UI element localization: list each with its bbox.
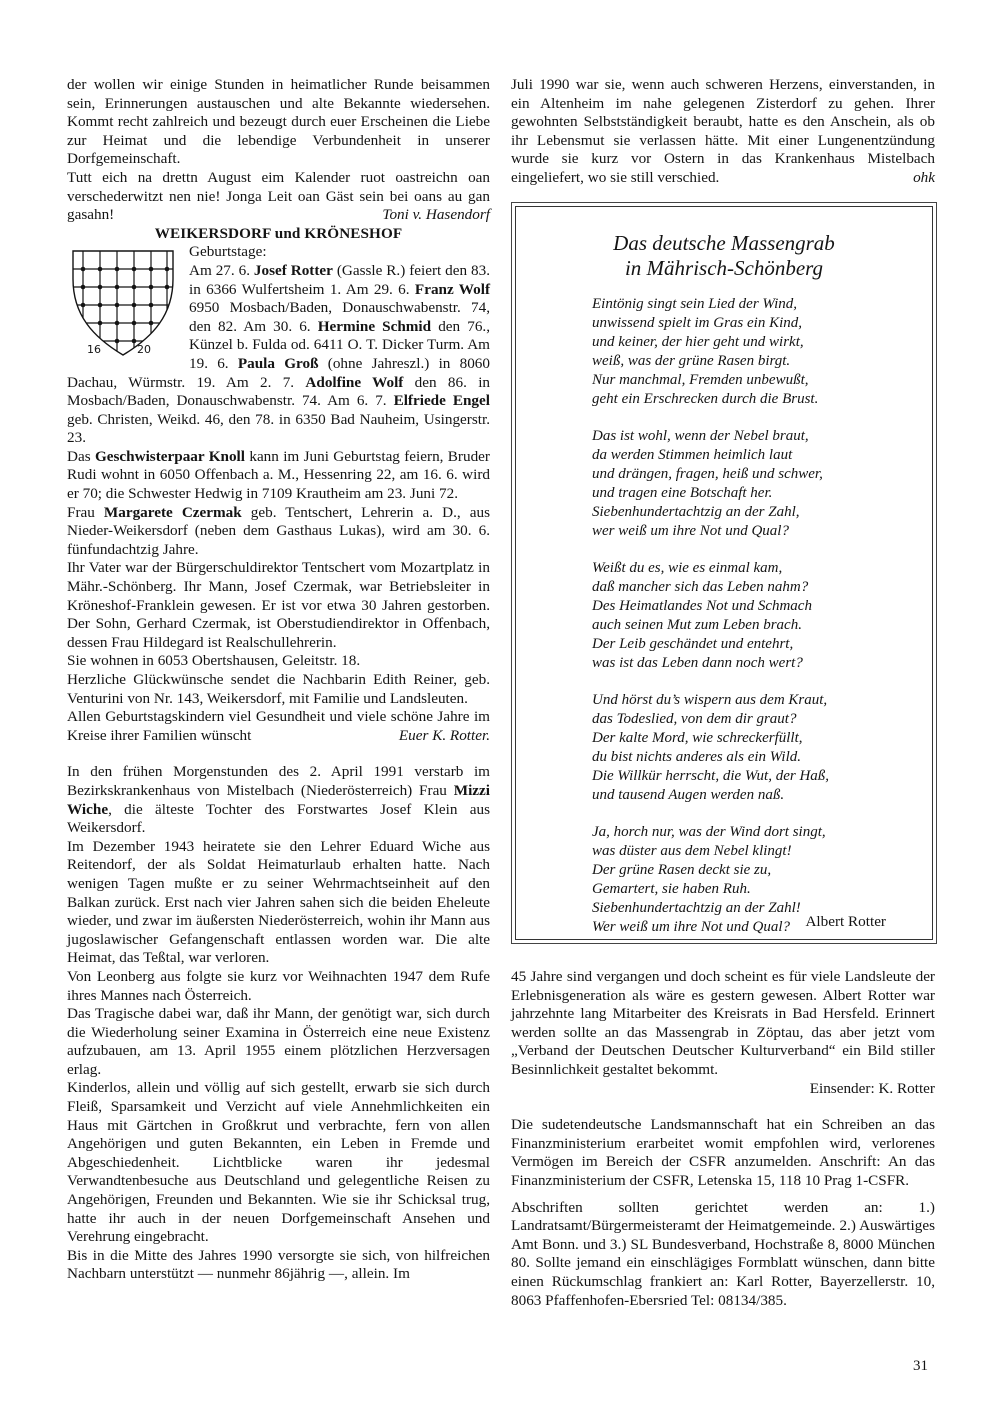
tragic-paragraph: Das Tragische dabei war, daß ihr Mann, der genötigt war, sich durch die Wiederholung seiner Examina in Österreich eine neue Existenz aufzubauen, am 13. April 1955 einem plötzlichen Herzversagen erlag. [67, 1005, 490, 1078]
landsmannschaft-paragraph: Die sudetendeutsche Landsmannschaft hat ein Schreiben an das Finanzministerium erarbeitet womit empfohlen wird, verlorenes Vermögen im Bereich der CSFR anzumelden. Anschrift: An das Finanzministerium der CSFR, Letenska 15, 118 10 Prag 1-CSFR. [511, 1116, 935, 1189]
address-paragraph: Sie wohnen in 6053 Obertshausen, Geleitstr. 18. [67, 652, 361, 670]
person-name: Geschwisterpaar Knoll [94, 447, 245, 465]
arms-year-left: 16 [87, 343, 101, 357]
left-column [67, 76, 490, 1284]
greetings-paragraph: Herzliche Glückwünsche sendet die Nachbarin Edith Reiner, geb. Venturini von Nr. 143, Weikersdorf, mit Familie und Landsleuten. [67, 671, 490, 707]
intro-paragraph: der wollen wir einige Stunden in heimatlicher Runde beisammen sein, Erinnerungen austauschen und alte Bekannte wiedersehen. Kommt recht zahlreich und bezeugt durch euer Erscheinen die Liebe zur Heimat und die lebendige Verbundenheit in unserer Dorfgemeinschaft. [67, 76, 490, 168]
years-paragraph: 45 Jahre sind vergangen und doch scheint es für viele Landsleute der Erlebnisgeneration als wäre es gestern gewesen. Albert Rotter war jahrzehnte lang Mitarbeiter des Kreisrats in Bad Hersfeld. Erinnert werden sollte an das Massengrab in Zöptau, das aber jetzt vom „Verband der Deutschen Deutscher Kulturverband“ ein Bild stiller Besinnlichkeit gestaltet bekommt. [511, 968, 935, 1078]
birthdays-label: Geburtstage: [189, 243, 267, 261]
dialect-signature: Toni v. Hasendorf [382, 206, 490, 224]
until-paragraph: Bis in die Mitte des Jahres 1990 versorgte sie sich, von hilfreichen Nachbarn unterstützt — nunmehr 86jährig —, allein. Im [67, 1246, 490, 1283]
coat-of-arms [67, 245, 179, 357]
poem-title: Das deutsche Massengrab in Mährisch-Schönberg [613, 231, 835, 280]
wishes-signature: Euer K. Rotter. [398, 726, 490, 744]
person-name: Elfriede Engel [393, 392, 490, 410]
poem-stanza: Weißt du es, wie es einmal kam, daß mancher sich das Leben nahm? Des Heimatlandes Not und Schmach auch seinen Mut zum Leben brach. Der Leib geschändet und entehrt, was ist das Leben dann noch wert? [592, 560, 812, 671]
shield-lattice-icon [67, 245, 179, 357]
poem-box-inner-border [515, 206, 933, 940]
dialect-paragraph [67, 169, 490, 225]
person-name: Hermine Schmid [317, 317, 432, 335]
text-segment: Am 27. 6. [189, 261, 254, 279]
spacer [511, 1191, 935, 1199]
dialect-text: Tutt eich na drettn August eim Kalender ruot oastreichn oan verschederwitzt nen nie! Jonga Leit oan Gäst sein bei oans au gan gasahn! [67, 168, 490, 224]
childless-paragraph: Kinderlos, allein und völlig auf sich gestellt, erwarb sie sich durch Fleiß, Sparsamkeit und Verzicht auf viele Annehmlichkeiten ein Haus mit Gärtchen in Großkrut und verbrachte, fern von allen Angehörigen und guten Bekannten, ein Leben in Fremde und Abgeschiedenheit. Lichtblicke waren ihr jedesmal Verwandtenbesuche aus Deutschland und gelegentliche Reisen zu Angehörigen, Freunden und Bekannten. Wie sie ihr Schicksal trug, hatte ihr auch in der neuen Dorfgemeinschaft Ansehen und Verehrung eingebracht. [67, 1079, 490, 1246]
arms-year-right: 20 [137, 343, 151, 357]
text-segment: geb. Christen, Weikd. 46, den 78. in 6350 Bad Nauheim, Usingerstr. 23. [67, 410, 490, 447]
poem-author: Albert Rotter [805, 913, 886, 930]
person-name: Franz Wolf [414, 280, 491, 298]
right-column-bottom [511, 968, 935, 1310]
years-signature: Einsender: K. Rotter [809, 1079, 935, 1097]
spacer [67, 745, 490, 763]
poem-stanza: Ja, horch nur, was der Wind dort singt, was düster aus dem Nebel klingt! Der grüne Rasen deckt sie zu, Gemartert, sie haben Ruh. Siebenhundertachtzig an der Zahl! Wer weiß um ihre Not und Qual? [592, 824, 826, 935]
obituary-paragraph: In den frühen Morgenstunden des 2. April 1991 verstarb im Bezirkskrankenhaus von Mistelbach (Niederösterreich) Frau Mizzi Wiche, die älteste Tochter des Forstwartes Josef Klein aus Weikersdorf. [67, 763, 490, 837]
wishes-paragraph: Allen Geburtstagskindern viel Gesundheit und viele schöne Jahre im Kreise ihrer Familien wünscht Euer K. Rotter. [67, 708, 490, 744]
person-name: Josef Rotter [253, 261, 333, 279]
page-number: 31 [913, 1358, 928, 1374]
father-paragraph: Ihr Vater war der Bürgerschuldirektor Tentschert vom Mozartplatz in Mähr.-Schönberg. Ihr Mann, Josef Czermak, war Betriebsleiter in Kröneshof-Franklein gewesen. Er ist vor etwa 30 Jahren gestorben. Der Sohn, Gerhard Czermak, ist Oberstudiendirektor in Offenbach, dessen Frau Hildegard ist Realschullehrerin. [67, 559, 490, 651]
knoll-paragraph: Das Geschwisterpaar Knoll kann im Juni Geburtstag feiern, Bruder Rudi wohnt in 6050 Offenbach a. M., Hessenring 22, am 16. 6. wird er 70; die Schwester Hedwig in 7109 Krautheim am 23. Juni 72. [67, 447, 490, 503]
person-name: Adolfine Wolf [305, 373, 404, 391]
section-heading: WEIKERSDORF und KRÖNESHOF [154, 224, 403, 242]
continuation-paragraph: Juli 1990 war sie, wenn auch schweren Herzens, einverstanden, in ein Altenheim im nahe gelegenen Zisterdorf zu gehen. Ihrer gewohnten Selbstständigkeit beraubt, hatte es den Anschein, als ob ihr Lebensmut sie verlassen hätte. Mit einer Lungenentzündung wurde sie kurz vor Ostern in das Krankenhaus Mistelbach eingeliefert, wo sie still verschied. ohk [511, 76, 935, 186]
continuation-signature: ohk [913, 168, 935, 186]
text-segment: (ohne Jahreszl.) in 8060 Dachau, Würmstr. 19. Am 2. 7. [67, 354, 490, 391]
person-name: Margarete Czermak [103, 503, 242, 521]
text-segment: (Gassle R.) feiert den 83. in 6366 Wulfertsheim 1. Am 29. 6. [189, 261, 490, 298]
poem-stanza: Und hörst du’s wispern aus dem Kraut, das Todeslied, von dem dir graut? Der kalte Mord, wie schreckerfüllt, du bist nichts anderes als ein Wild. Die Willkür herrscht, die Wut, der Haß, und tausend Augen werden naß. [592, 692, 830, 803]
poem-stanza: Das ist wohl, wenn der Nebel braut, da werden Stimmen heimlich laut und drängen, fragen, heiß und schwer, und tragen eine Botschaft her. Siebenhundertachtzig an der Zahl, wer weiß um ihre Not und Qual? [592, 428, 823, 539]
spacer [511, 1098, 935, 1116]
text-segment: 6950 Mosbach/Baden, Donauschwabenstr. 74, den 82. Am 30. 6. [189, 299, 490, 335]
marriage-paragraph: Im Dezember 1943 heiratete sie den Lehrer Eduard Wiche aus Reitendorf, der als Soldat Heimaturlaub erhalten hatte. Nach wenigen Tagen mußte er zu seiner Wehrmachtseinheit auf den Balkan zurück. Erst nach vier Jahren sahen sich die beiden Eheleute wieder, und zwar im äußersten Niederösterreich, wohin ihr Mann aus jugoslawischer Gefangenschaft entlassen worden war. Die alte Heimat, das Teßtal, war verloren. [67, 837, 490, 967]
person-name: Paula Groß [237, 354, 319, 372]
text-segment: den 76., Künzel b. Fulda od. 6411 O. T. Dicker Turm. Am 19. 6. [189, 317, 491, 372]
poem-body [592, 295, 892, 955]
copies-paragraph: Abschriften sollten gerichtet werden an: 1.) Landratsamt/Bürgermeisteramt der Heimatgemeinde. 2.) Auswärtiges Amt Bonn. und 3.) SL Bundesverband, Hochstraße 8, 8000 München 80. Sollte jemand ein einschlägiges Formblatt wünschen, dann bitte einen Rückumschlag frankiert an: Karl Rotter, Bayerzellerstr. 10, 8063 Pfaffenhofen-Ebersried Tel: 08134/385. [511, 1198, 935, 1309]
czermak-paragraph: Frau Margarete Czermak geb. Tentschert, Lehrerin a. D., aus Nieder-Weikersdorf (neben dem Gasthaus Lukas), wird am 30. 6. fünfundachtzig Jahre. [67, 503, 490, 558]
poem-stanza: Eintönig singt sein Lied der Wind, unwissend spielt im Gras ein Kind, und keiner, der hier geht und wirkt, weiß, was der grüne Rasen birgt. Nur manchmal, Fremden unbewußt, geht ein Erschrecken durch die Brust. [592, 296, 819, 407]
poem-box [511, 202, 937, 944]
text-segment: den 86. in Mosbach/Baden, Donauschwabenstr. 74. Am 6. 7. [67, 373, 491, 410]
right-column-top [511, 76, 935, 188]
leonberg-paragraph: Von Leonberg aus folgte sie kurz vor Weihnachten 1947 dem Rufe ihres Mannes nach Österreich. [67, 967, 490, 1004]
birthdays-block [67, 243, 490, 448]
person-name: Mizzi Wiche [67, 781, 490, 818]
